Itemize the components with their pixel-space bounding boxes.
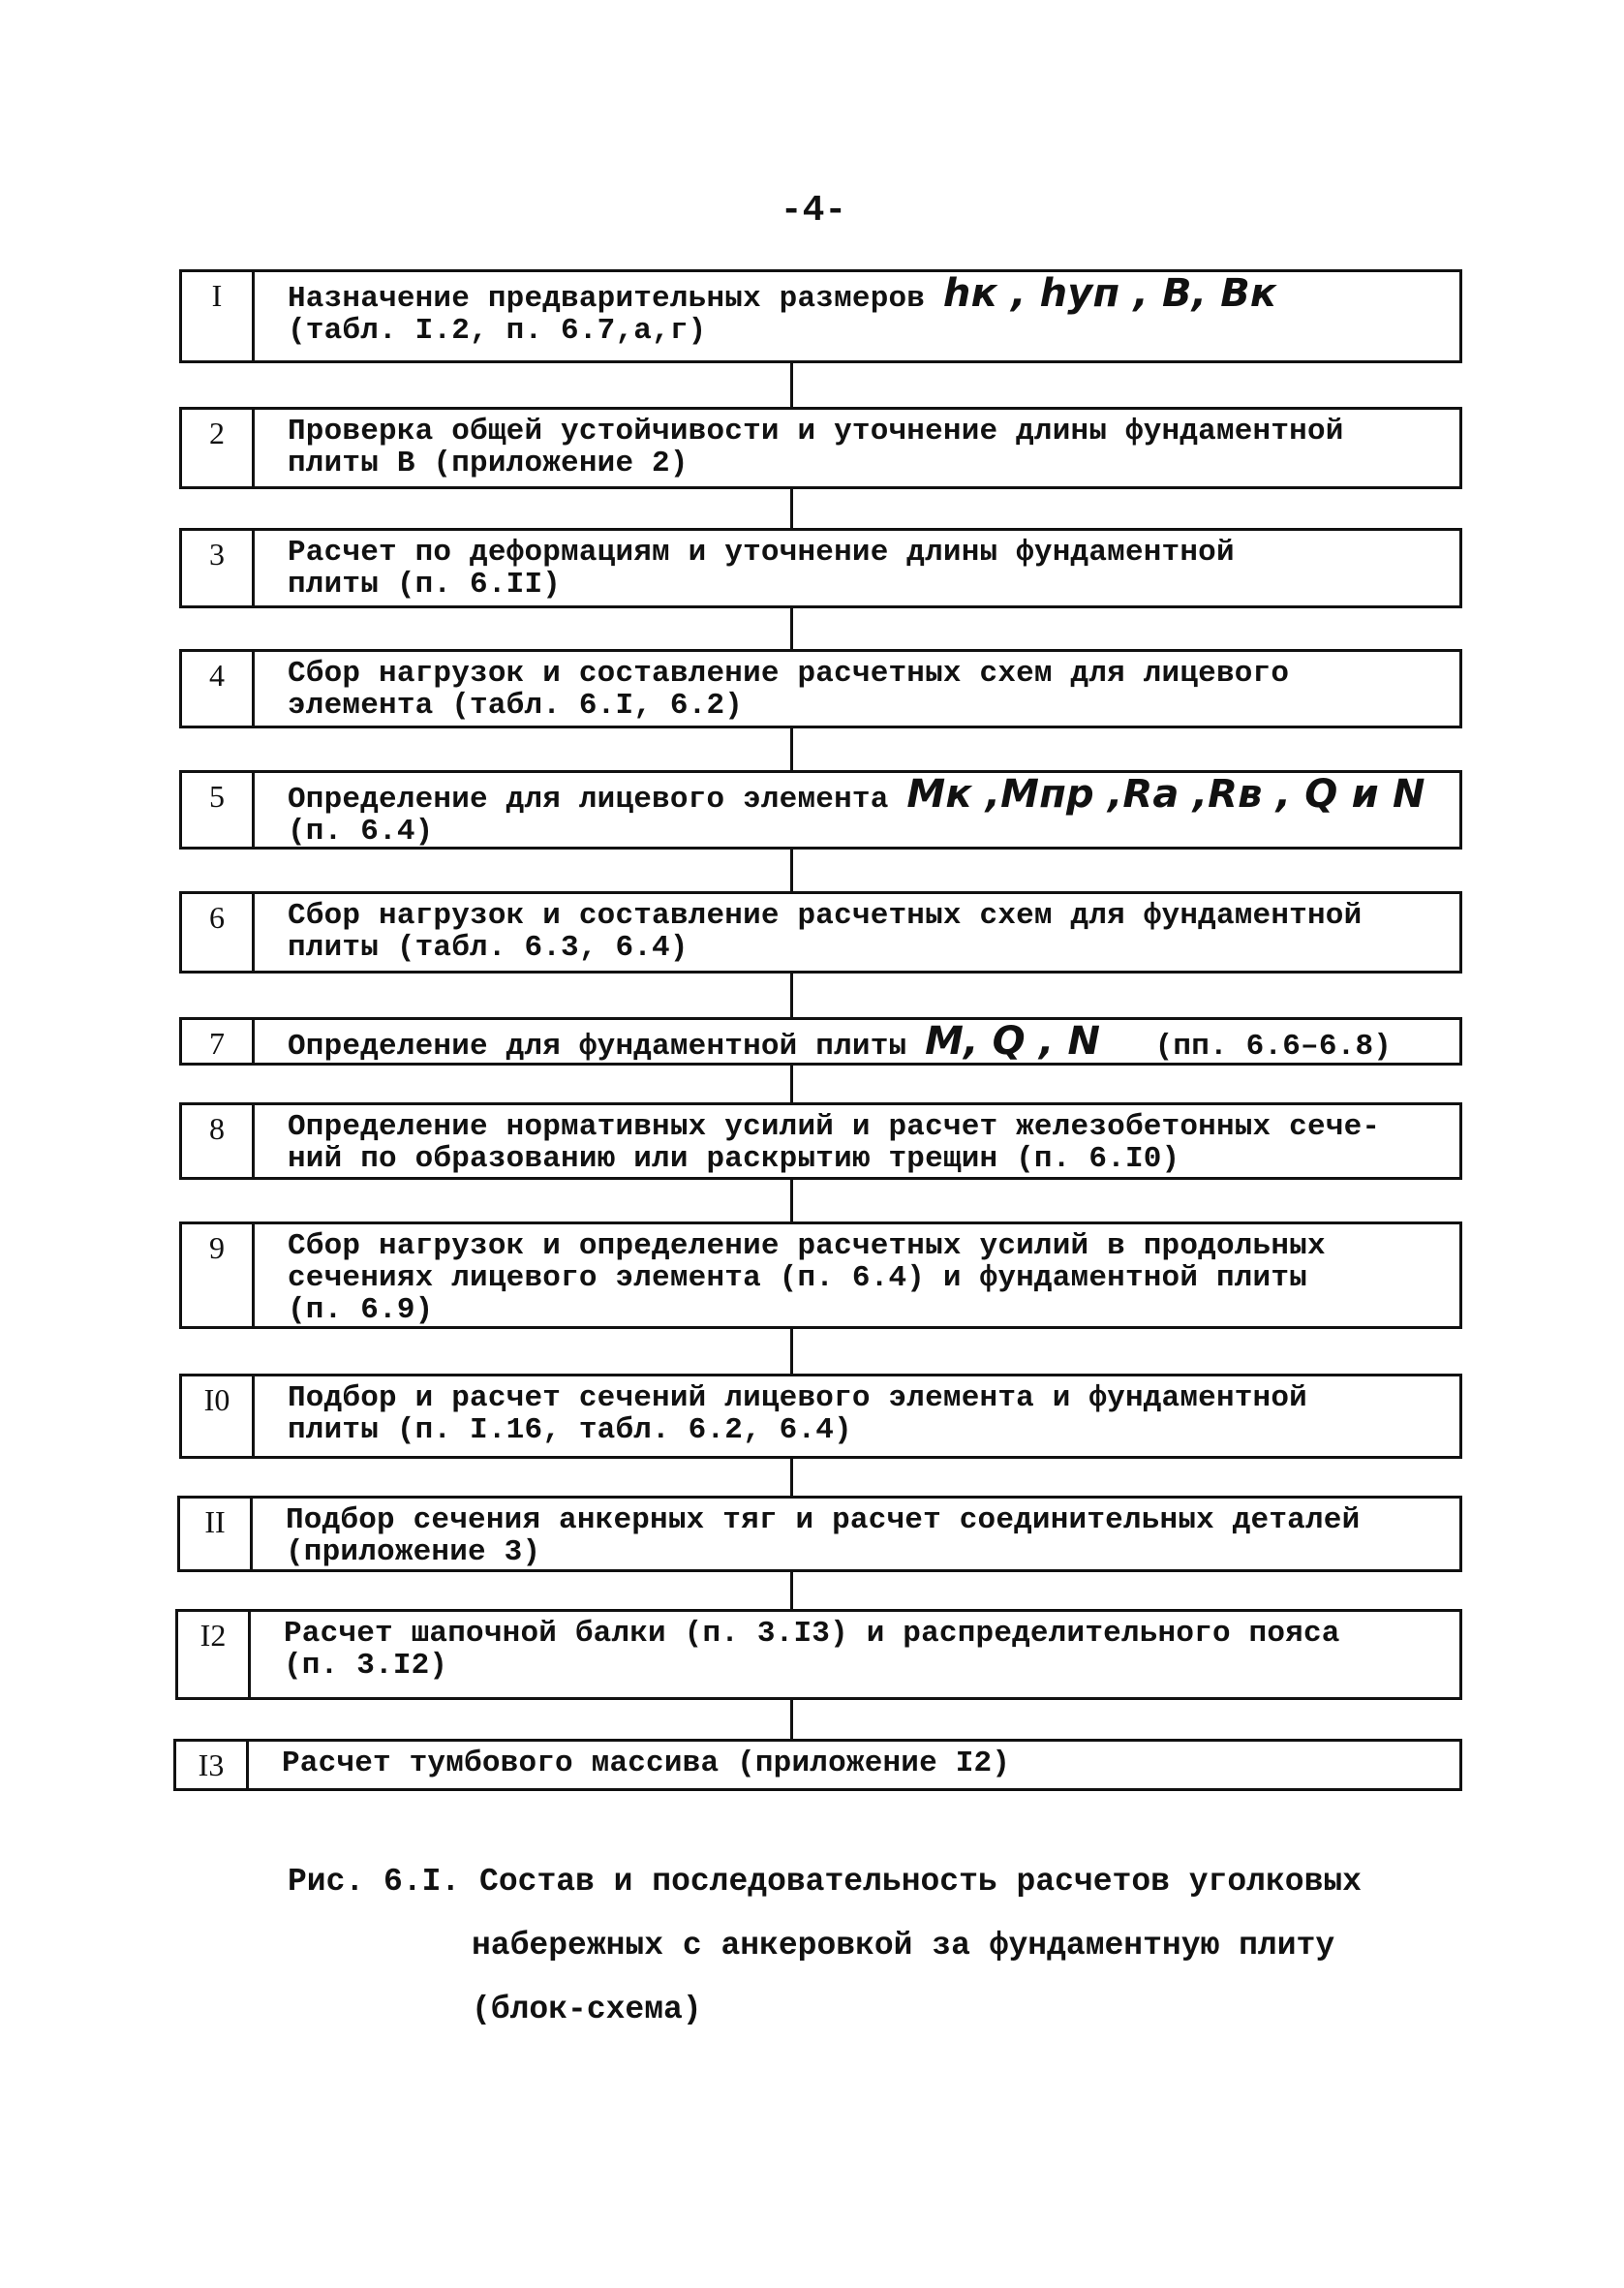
symbols: hк , hуп , B, Bк <box>942 271 1277 316</box>
step-text: Сбор нагрузок и определение расчетных усилий в продольных сечениях лицевого элемента (п. 6.4) и фундаментной плиты (п. 6.9) <box>288 1229 1326 1327</box>
step-number: I0 <box>182 1376 255 1456</box>
step-number: 7 <box>182 1020 255 1063</box>
step-box-5 <box>179 770 1462 850</box>
connector-9-10 <box>790 1329 793 1374</box>
connector-8-9 <box>790 1180 793 1221</box>
step-text: Сбор нагрузок и составление расчетных схем для фундаментной плиты (табл. 6.3, 6.4) <box>288 899 1363 965</box>
step-box-12 <box>175 1609 1462 1700</box>
symbols: M, Q , N <box>925 1019 1101 1064</box>
step-box-4 <box>179 649 1462 728</box>
step-text-ref: (п. 6.4) <box>288 815 434 849</box>
step-number: 3 <box>182 531 255 605</box>
step-text-main: Назначение предварительных размеров <box>288 282 926 316</box>
caption-line-1: Рис. 6.I. Состав и последовательность расчетов уголковых <box>288 1864 1362 1900</box>
step-text: Определение нормативных усилий и расчет железобетонных сече- ний по образованию или раскрытию трещин (п. 6.I0) <box>288 1110 1381 1176</box>
step-text-main: Определение для лицевого элемента <box>288 783 889 817</box>
step-text <box>255 272 1294 360</box>
step-box-10 <box>179 1374 1462 1459</box>
step-text-ref: (пп. 6.6–6.8) <box>1154 1030 1393 1064</box>
connector-3-4 <box>790 608 793 649</box>
step-text: Расчет по деформациям и уточнение длины фундаментной плиты (п. 6.II) <box>288 536 1235 602</box>
figure-caption <box>288 1850 1450 2042</box>
step-number: I3 <box>176 1742 249 1788</box>
step-box-6 <box>179 891 1462 974</box>
step-number: 4 <box>182 652 255 726</box>
step-box-2 <box>179 407 1462 489</box>
step-number: I <box>182 272 255 360</box>
step-text: Расчет тумбового массива (приложение I2) <box>282 1747 1011 1780</box>
step-text: Проверка общей устойчивости и уточнение длины фундаментной плиты В (приложение 2) <box>288 415 1344 480</box>
step-text: Сбор нагрузок и составление расчетных схем для лицевого элемента (табл. 6.I, 6.2) <box>288 657 1290 723</box>
step-text <box>255 1020 1409 1063</box>
step-text: Подбор сечения анкерных тяг и расчет соединительных деталей (приложение 3) <box>286 1503 1361 1569</box>
step-box-11 <box>177 1496 1462 1572</box>
step-number: I2 <box>178 1612 251 1697</box>
step-number: 8 <box>182 1105 255 1177</box>
step-number: II <box>180 1499 253 1569</box>
step-text: Подбор и расчет сечений лицевого элемента и фундаментной плиты (п. I.16, табл. 6.2, 6.4) <box>288 1381 1307 1447</box>
connector-7-8 <box>790 1066 793 1102</box>
connector-12-13 <box>790 1700 793 1739</box>
step-box-1 <box>179 269 1462 363</box>
step-text <box>255 773 1443 847</box>
step-text-main: Определение для фундаментной плиты <box>288 1030 907 1064</box>
step-number: 5 <box>182 773 255 847</box>
connector-6-7 <box>790 974 793 1017</box>
step-box-3 <box>179 528 1462 608</box>
step-box-7 <box>179 1017 1462 1066</box>
step-box-13 <box>173 1739 1462 1791</box>
connector-10-11 <box>790 1459 793 1496</box>
step-number: 9 <box>182 1224 255 1326</box>
page-number: -4- <box>780 190 847 232</box>
connector-1-2 <box>790 363 793 407</box>
step-text-ref: (табл. I.2, п. 6.7,а,г) <box>288 314 707 348</box>
step-text: Расчет шапочной балки (п. 3.I3) и распределительного пояса (п. 3.I2) <box>284 1617 1340 1683</box>
symbols: Mк ,Mпр ,Rа ,Rв , Q и N <box>906 772 1425 817</box>
connector-4-5 <box>790 728 793 770</box>
connector-11-12 <box>790 1572 793 1609</box>
connector-2-3 <box>790 489 793 528</box>
step-box-8 <box>179 1102 1462 1180</box>
step-number: 2 <box>182 410 255 486</box>
step-box-9 <box>179 1221 1462 1329</box>
connector-5-6 <box>790 850 793 891</box>
step-number: 6 <box>182 894 255 971</box>
caption-line-3: (блок-схема) <box>472 1992 702 2027</box>
caption-line-2: набережных с анкеровкой за фундаментную плиту <box>472 1928 1335 1963</box>
